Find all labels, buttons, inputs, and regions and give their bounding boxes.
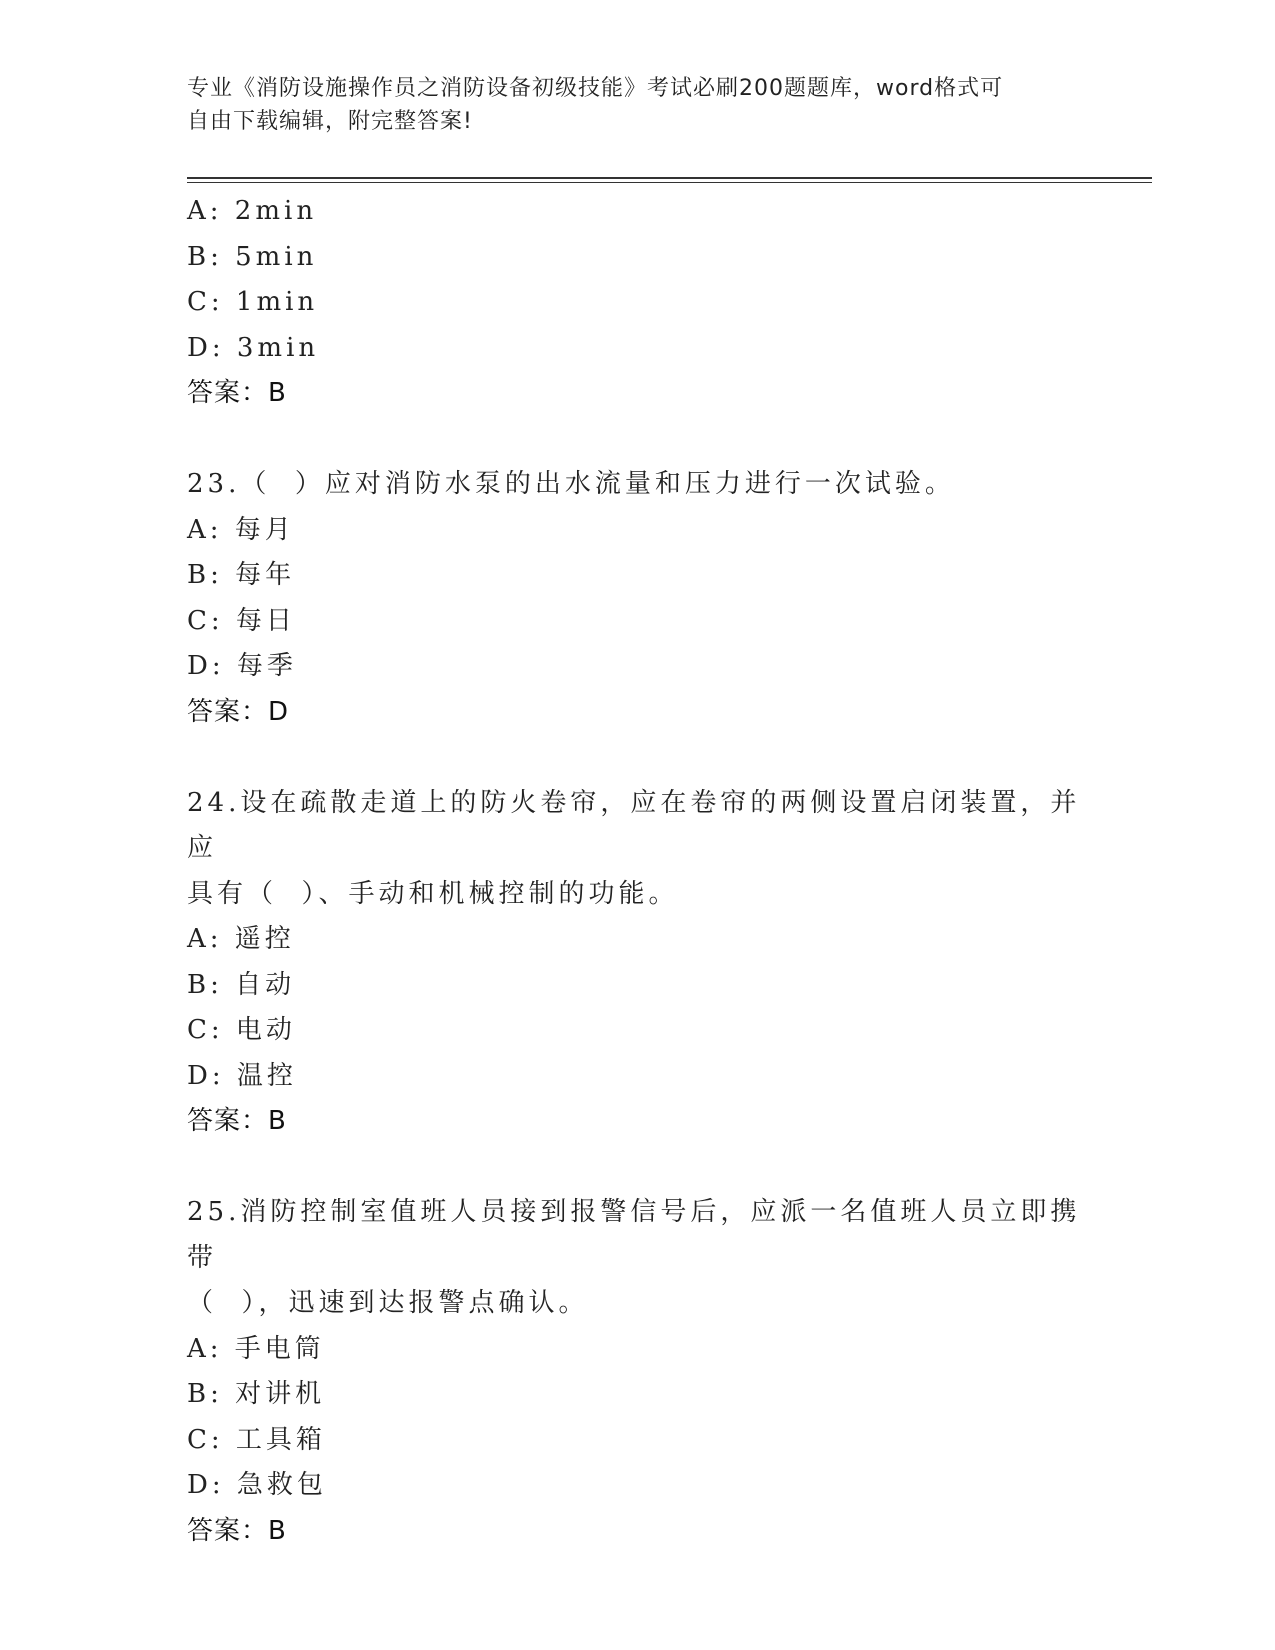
spacer (187, 735, 1087, 781)
question-block-23 (187, 462, 1087, 735)
header-line-1: 专业《消防设施操作员之消防设备初级技能》考试必刷200题题库，word格式可 (187, 76, 1004, 101)
option-d: D: 3min (187, 332, 320, 363)
question-text-cont: （ ），迅速到达报警点确认。 (187, 1288, 589, 1318)
option-d: D: 急救包 (187, 1470, 327, 1500)
question-block-25 (187, 1190, 1087, 1554)
question-list (187, 189, 1087, 1554)
question-block-24 (187, 781, 1087, 1145)
document-header (187, 72, 1067, 138)
option-c: C: 每日 (187, 605, 296, 636)
option-d: D: 温控 (187, 1060, 297, 1091)
question-text: 23.（ ）应对消防水泵的出水流量和压力进行一次试验。 (187, 469, 955, 499)
option-c: C: 电动 (187, 1015, 296, 1045)
answer-label: 答案：B (187, 1515, 287, 1546)
answer-label: 答案：B (187, 1106, 287, 1136)
header-line-2: 自由下载编辑，附完整答案! (187, 109, 473, 134)
option-a: A: 遥控 (187, 924, 295, 954)
question-block-prev (187, 189, 1087, 417)
option-c: C: 工具箱 (187, 1424, 326, 1455)
spacer (187, 417, 1087, 463)
option-a: A: 手电筒 (187, 1333, 325, 1364)
answer-label: 答案：D (187, 696, 290, 727)
option-b: B: 5min (187, 241, 318, 272)
answer-label: 答案：B (187, 378, 287, 408)
question-text: 25.消防控制室值班人员接到报警信号后，应派一名值班人员立即携带 (187, 1197, 1081, 1273)
option-d: D: 每季 (187, 651, 297, 681)
option-b: B: 自动 (187, 969, 296, 1000)
question-text-cont: 具有（ ）、手动和机械控制的功能。 (187, 878, 679, 909)
option-b: B: 对讲机 (187, 1379, 326, 1409)
option-a: A: 每月 (187, 514, 295, 545)
option-c: C: 1min (187, 287, 319, 317)
question-text: 24.设在疏散走道上的防火卷帘，应在卷帘的两侧设置启闭装置，并应 (187, 787, 1081, 863)
option-a: A: 2min (187, 196, 318, 226)
spacer (187, 1145, 1087, 1191)
option-b: B: 每年 (187, 560, 296, 590)
header-divider (187, 177, 1152, 183)
